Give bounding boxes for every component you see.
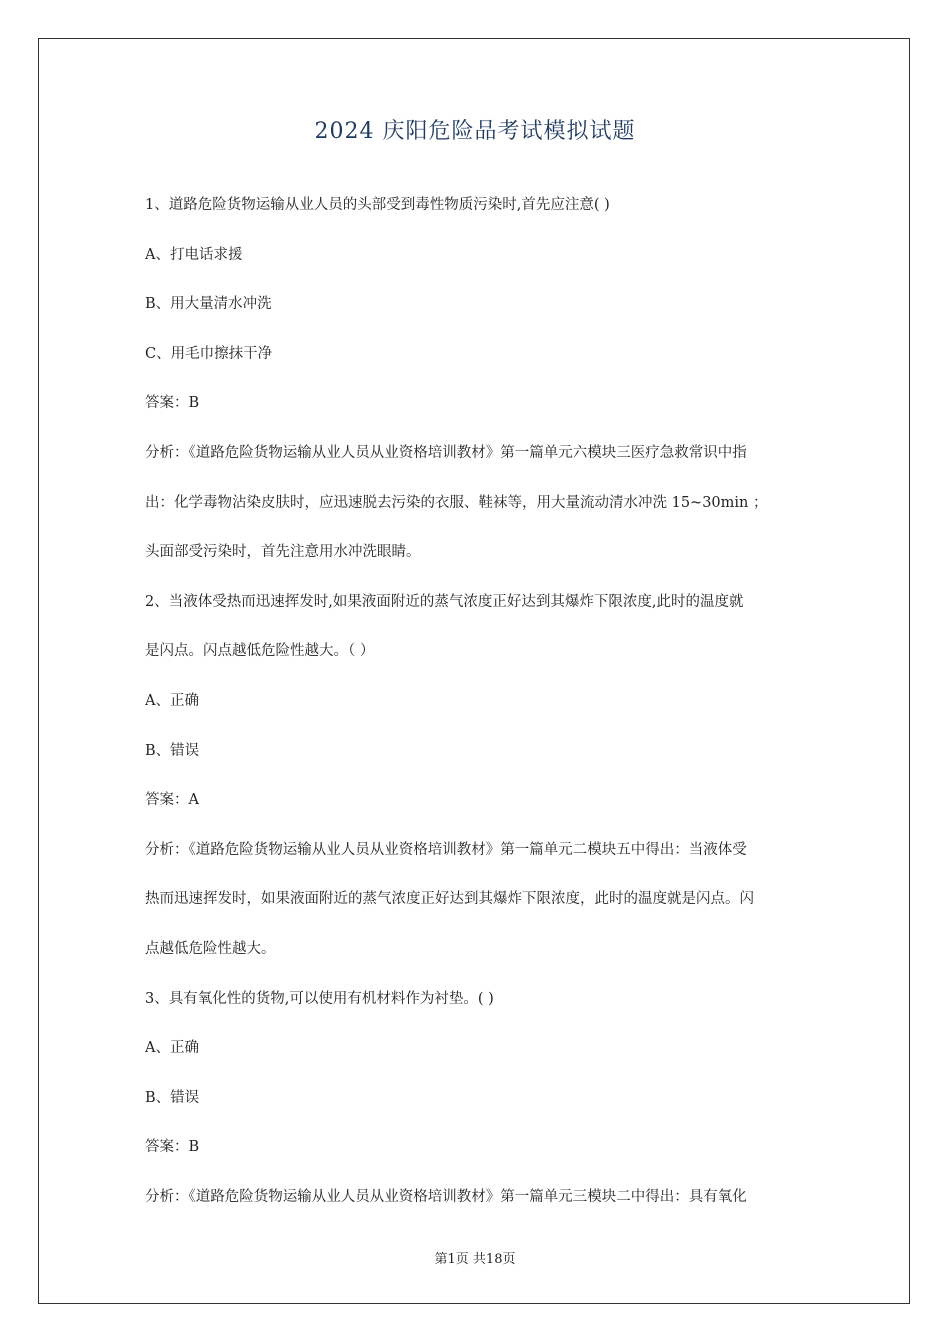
question-1-analysis-line-1: 分析：《道路危险货物运输从业人员从业资格培训教材》第一篇单元六模块三医疗急救常识中指 [145, 444, 747, 461]
question-1-option-c: C、用毛巾擦抹干净 [145, 345, 273, 362]
question-2-analysis-line-2: 热而迅速挥发时，如果液面附近的蒸气浓度正好达到其爆炸下限浓度，此时的温度就是闪点。闪 [145, 891, 754, 908]
question-2-analysis-line-3: 点越低危险性越大。 [145, 940, 276, 957]
question-2-option-a: A、正确 [145, 692, 199, 709]
page-footer: 第1页 共18页 [434, 1252, 516, 1267]
question-1-option-a: A、打电话求援 [145, 246, 243, 263]
question-2-line-1: 2、当液体受热而迅速挥发时,如果液面附近的蒸气浓度正好达到其爆炸下限浓度,此时的温度就 [145, 593, 744, 610]
question-1-analysis-line-3: 头面部受污染时，首先注意用水冲洗眼睛。 [145, 544, 421, 561]
question-2-line-2: 是闪点。闪点越低危险性越大。（ ） [145, 643, 375, 660]
question-3-answer: 答案：B [145, 1139, 200, 1156]
question-3: 3、具有氧化性的货物,可以使用有机材料作为衬垫。( ) [145, 990, 494, 1007]
document-title: 2024 庆阳危险品考试模拟试题 [314, 119, 636, 144]
document-body [145, 195, 810, 1236]
question-1-answer: 答案：B [145, 395, 200, 412]
question-2-answer: 答案：A [145, 792, 199, 809]
question-3-analysis-line-1: 分析：《道路危险货物运输从业人员从业资格培训教材》第一篇单元三模块二中得出：具有氧化 [145, 1188, 747, 1205]
question-3-option-b: B、错误 [145, 1089, 200, 1106]
question-2-option-b: B、错误 [145, 742, 200, 759]
question-1-analysis-line-2: 出：化学毒物沾染皮肤时，应迅速脱去污染的衣服、鞋袜等，用大量流动清水冲洗 15~30min ； [145, 494, 768, 511]
question-1: 1、道路危险货物运输从业人员的头部受到毒性物质污染时,首先应注意( ) [145, 197, 610, 213]
question-1-option-b: B、用大量清水冲洗 [145, 296, 272, 313]
question-3-option-a: A、正确 [145, 1040, 199, 1057]
question-2-analysis-line-1: 分析：《道路危险货物运输从业人员从业资格培训教材》第一篇单元二模块五中得出：当液体受 [145, 841, 747, 858]
